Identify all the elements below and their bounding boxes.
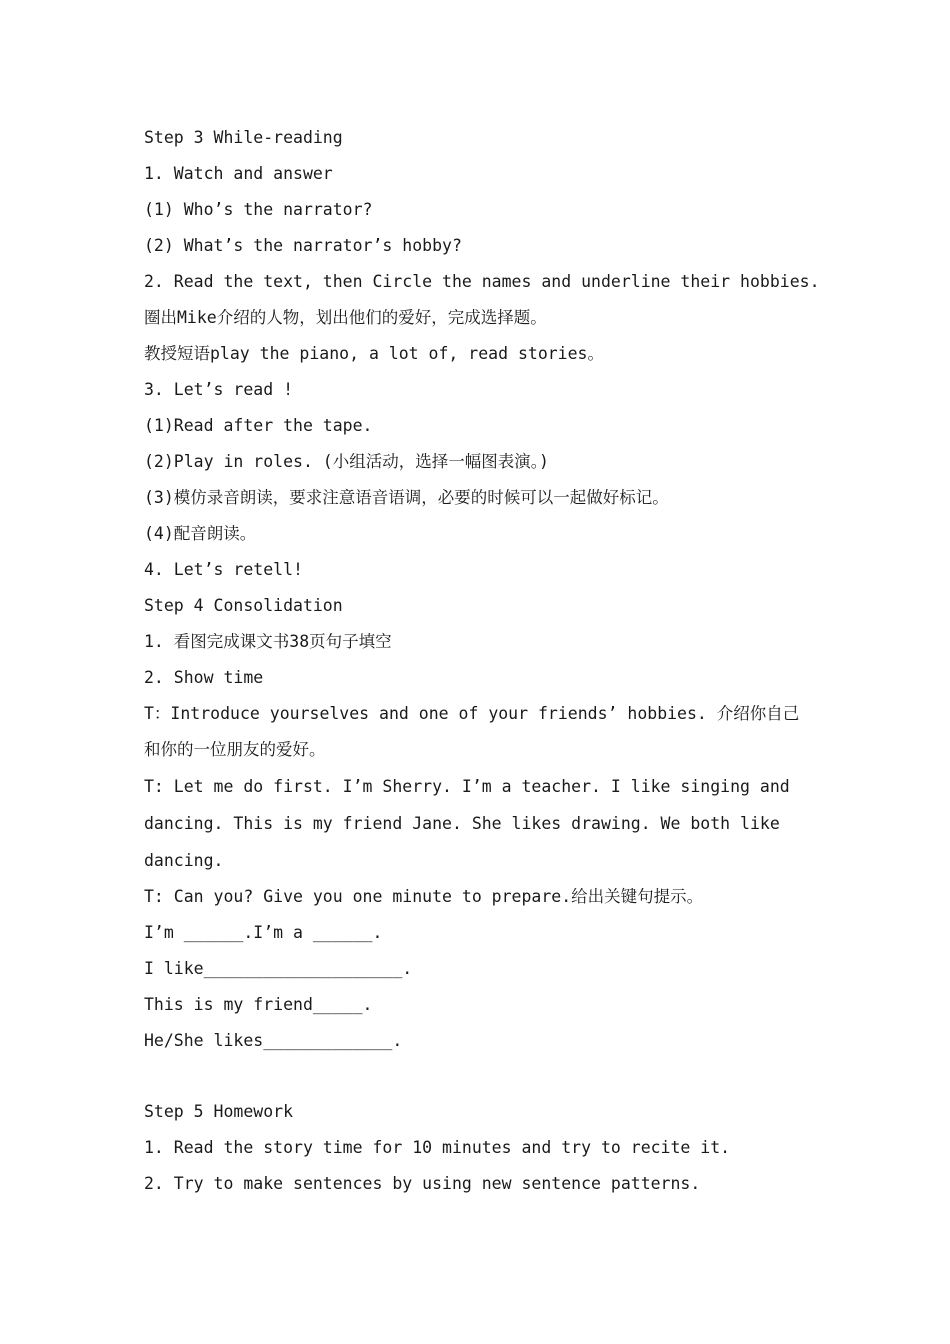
step3-heading: Step 3 While-reading: [144, 128, 343, 147]
text-line: (1)Read after the tape.: [144, 416, 373, 435]
text-line: 2. Show time: [144, 668, 264, 687]
text-line: T：Introduce yourselves and one of your friends’ hobbies. 介绍你自己: [144, 704, 800, 723]
fill-in-line: He/She likes_____________.: [144, 1031, 403, 1050]
text-line: dancing. This is my friend Jane. She likes drawing. We both like: [144, 814, 780, 833]
text-line: (4)配音朗读。: [144, 524, 257, 543]
text-line: dancing.: [144, 851, 224, 870]
text-line: (2) What’s the narrator’s hobby?: [144, 236, 462, 255]
text-line: 圈出Mike介绍的人物，划出他们的爱好，完成选择题。: [144, 308, 547, 327]
fill-in-line: This is my friend_____.: [144, 995, 373, 1014]
text-line: (2)Play in roles. (小组活动，选择一幅图表演。): [144, 452, 549, 471]
text-line: T: Can you? Give you one minute to prepare.给出关键句提示。: [144, 887, 704, 906]
text-line: 1. Read the story time for 10 minutes and try to recite it.: [144, 1138, 731, 1157]
text-line: 1. Watch and answer: [144, 164, 333, 183]
text-line: 4. Let’s retell!: [144, 560, 303, 579]
text-line: 2. Read the text, then Circle the names and underline their hobbies.: [144, 272, 820, 291]
text-line: (1) Who’s the narrator?: [144, 200, 373, 219]
text-line: 2. Try to make sentences by using new sentence patterns.: [144, 1174, 701, 1193]
step4-heading: Step 4 Consolidation: [144, 596, 343, 615]
text-line: 1. 看图完成课文书38页句子填空: [144, 632, 392, 651]
text-line: 教授短语play the piano, a lot of, read stories。: [144, 344, 604, 363]
text-line: T: Let me do first. I’m Sherry. I’m a teacher. I like singing and: [144, 777, 790, 796]
text-line: (3)模仿录音朗读，要求注意语音语调，必要的时候可以一起做好标记。: [144, 488, 669, 507]
fill-in-line: I like____________________.: [144, 959, 413, 978]
fill-in-line: I’m ______.I’m a ______.: [144, 923, 383, 942]
text-line: 和你的一位朋友的爱好。: [144, 740, 326, 759]
step5-heading: Step 5 Homework: [144, 1102, 294, 1121]
text-line: 3. Let’s read !: [144, 380, 294, 399]
